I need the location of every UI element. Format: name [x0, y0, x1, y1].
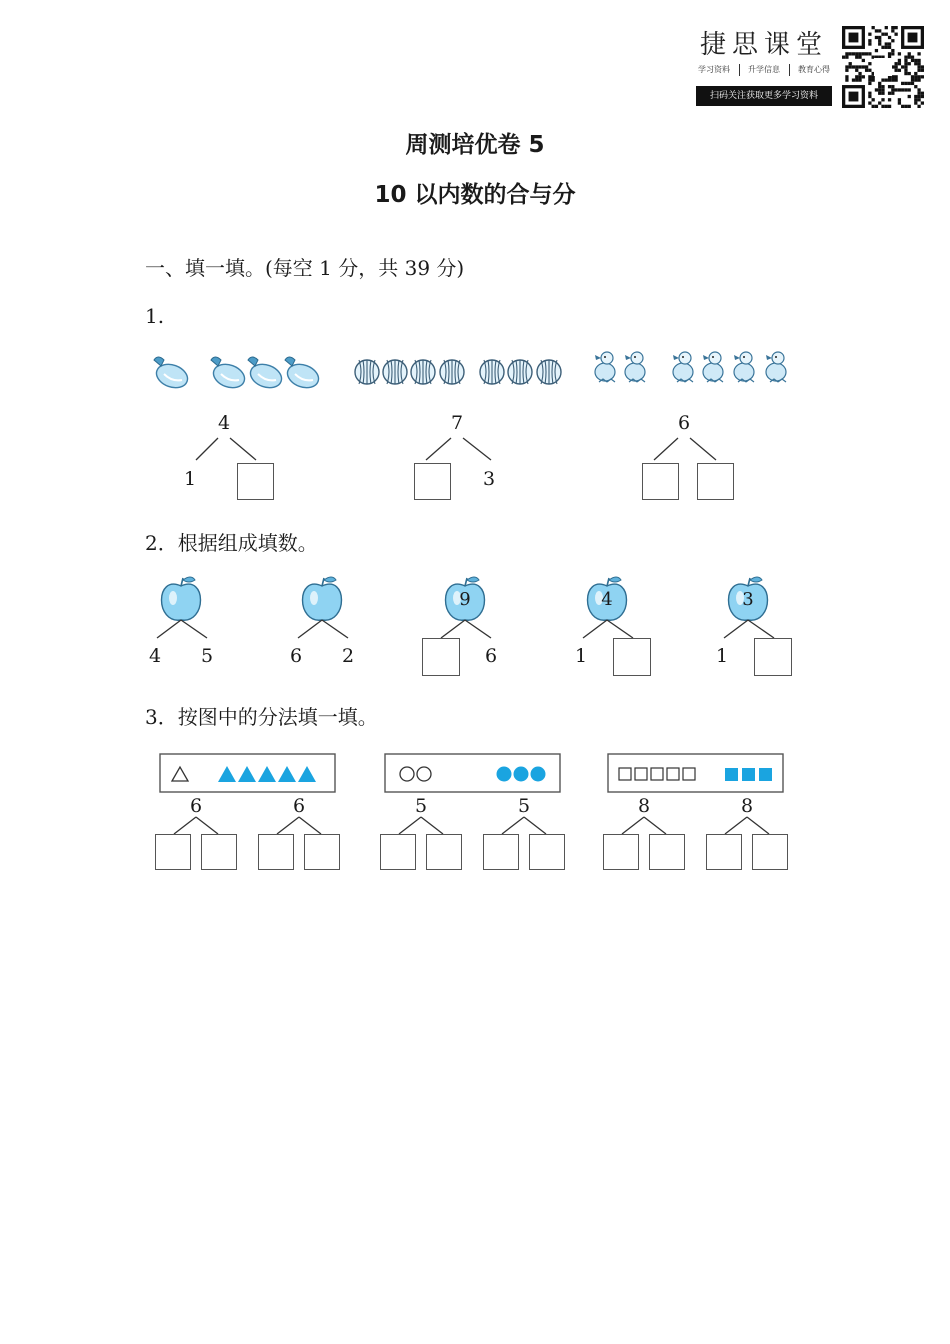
answer-box[interactable] — [603, 834, 639, 870]
brand-tag: 教育心得 — [798, 65, 830, 74]
filled-square-icon — [742, 768, 755, 781]
page-title: 周测培优卷 5 — [405, 132, 545, 158]
split-line — [277, 817, 299, 834]
split-line — [644, 817, 666, 834]
apple-number: 9 — [459, 589, 471, 610]
section-heading: 一、填一填。(每空 1 分，共 39 分) — [145, 256, 465, 280]
question-1-label: 1. — [145, 304, 165, 328]
whole-number: 4 — [217, 412, 231, 434]
split-line — [725, 817, 747, 834]
apple-number: 4 — [601, 589, 613, 610]
part-number: 1 — [574, 645, 588, 667]
whole-number: 6 — [292, 795, 306, 817]
filled-circle-icon — [497, 767, 512, 782]
answer-box[interactable] — [155, 834, 191, 870]
filled-square-icon — [725, 768, 738, 781]
split-line — [747, 817, 769, 834]
part-number: 1 — [183, 468, 197, 490]
whole-number: 8 — [740, 795, 754, 817]
filled-square-icon — [759, 768, 772, 781]
whole-number: 7 — [450, 412, 464, 434]
answer-box[interactable] — [304, 834, 340, 870]
part-number: 6 — [289, 645, 303, 667]
brand-slogan: 扫码关注获取更多学习资料 — [696, 86, 832, 106]
whole-number: 8 — [637, 795, 651, 817]
part-number: 1 — [715, 645, 729, 667]
part-number: 3 — [482, 468, 496, 490]
apple-number: 3 — [742, 589, 754, 610]
answer-box[interactable] — [426, 834, 462, 870]
split-line — [196, 817, 218, 834]
answer-box[interactable] — [529, 834, 565, 870]
whole-number: 5 — [517, 795, 531, 817]
answer-box[interactable] — [380, 834, 416, 870]
brand-name: 捷思课堂 — [699, 30, 828, 60]
split-line — [421, 817, 443, 834]
split-line — [399, 817, 421, 834]
split-line — [174, 817, 196, 834]
part-number: 2 — [341, 645, 355, 667]
brand-tag: 学习资料 — [698, 65, 730, 74]
whole-number: 6 — [677, 412, 691, 434]
question-3-label: 3．按图中的分法填一填。 — [145, 705, 378, 729]
answer-box[interactable] — [258, 834, 294, 870]
answer-box[interactable] — [706, 834, 742, 870]
answer-box[interactable] — [201, 834, 237, 870]
part-number: 4 — [148, 645, 162, 667]
answer-box[interactable] — [752, 834, 788, 870]
question-2-label: 2．根据组成填数。 — [145, 531, 318, 555]
whole-number: 5 — [414, 795, 428, 817]
split-line — [502, 817, 524, 834]
split-line — [299, 817, 321, 834]
split-line — [524, 817, 546, 834]
answer-box[interactable] — [649, 834, 685, 870]
page-subtitle: 10 以内数的合与分 — [374, 182, 576, 208]
part-number: 5 — [200, 645, 214, 667]
filled-circle-icon — [531, 767, 546, 782]
filled-circle-icon — [514, 767, 529, 782]
part-number: 6 — [484, 645, 498, 667]
brand-tag: 升学信息 — [748, 65, 780, 74]
answer-box[interactable] — [483, 834, 519, 870]
split-line — [622, 817, 644, 834]
whole-number: 6 — [189, 795, 203, 817]
